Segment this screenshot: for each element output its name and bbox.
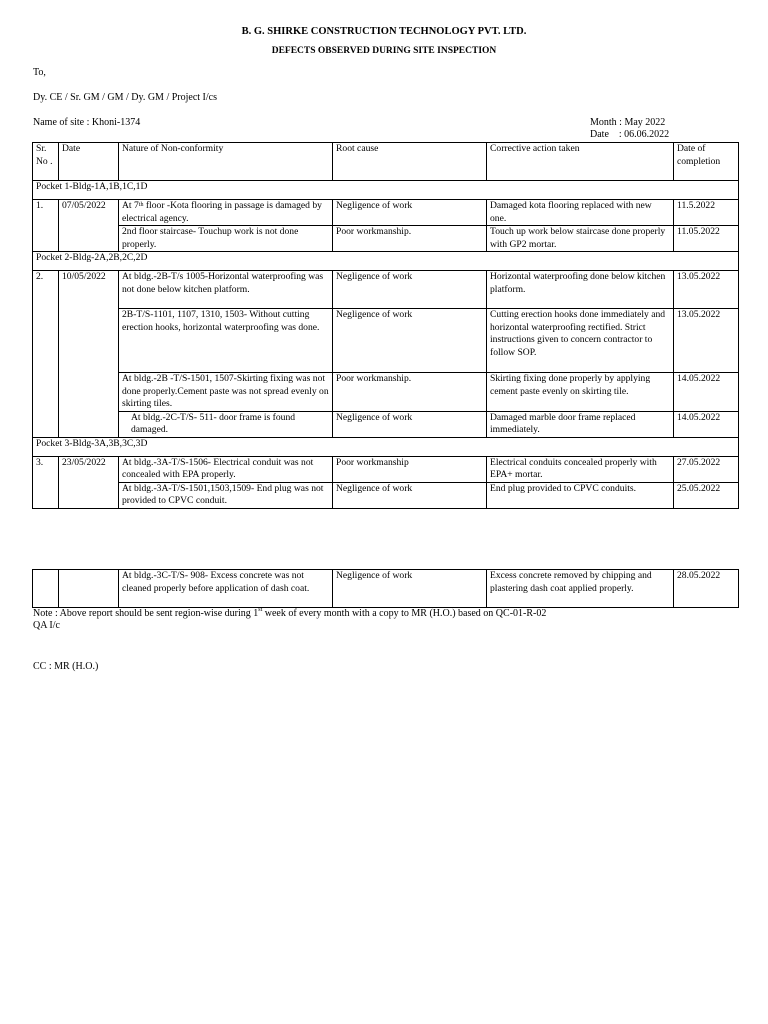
header-date: Date — [59, 143, 119, 181]
root-cause-cell: Negligence of work — [333, 271, 487, 309]
completion-cell: 14.05.2022 — [674, 411, 739, 437]
table-row — [33, 411, 739, 437]
root-cause-cell: Negligence of work — [333, 309, 487, 373]
action-cell: Excess concrete removed by chipping and plastering dash coat applied properly. — [487, 570, 674, 608]
completion-cell: 14.05.2022 — [674, 373, 739, 412]
nature-cell: At bldg.-2B -T/S-1501, 1507-Skirting fixing was not done properly.Cement paste was not spread evenly on skirting tiles. — [119, 373, 333, 412]
completion-cell: 13.05.2022 — [674, 309, 739, 373]
completion-cell: 11.05.2022 — [674, 226, 739, 252]
root-cause-cell: Negligence of work — [333, 411, 487, 437]
header-completion-date: Date of completion — [674, 143, 739, 181]
completion-cell: 27.05.2022 — [674, 456, 739, 482]
header-sr-no: Sr. No . — [33, 143, 59, 181]
report-date: Date : 06.06.2022 — [590, 129, 670, 140]
action-cell: Cutting erection hooks done immediately and horizontal waterproofing rectified. Strict instructions given to concern contractor to follow SOP. — [487, 309, 674, 373]
header-root-cause: Root cause — [333, 143, 487, 181]
inspection-date: 23/05/2022 — [59, 456, 119, 508]
report-subtitle: DEFECTS OBSERVED DURING SITE INSPECTION — [271, 46, 497, 56]
company-title: B. G. SHIRKE CONSTRUCTION TECHNOLOGY PVT. LTD. — [241, 26, 527, 37]
action-cell: Skirting fixing done properly by applying cement paste evenly on skirting tile. — [487, 373, 674, 412]
completion-cell: 13.05.2022 — [674, 271, 739, 309]
action-cell: End plug provided to CPVC conduits. — [487, 482, 674, 508]
action-cell: Damaged kota flooring replaced with new one. — [487, 200, 674, 226]
sr-no: 1. — [33, 200, 59, 252]
to-line: To, — [33, 67, 46, 78]
action-cell: Electrical conduits concealed properly with EPA+ mortar. — [487, 456, 674, 482]
root-cause-cell: Negligence of work — [333, 200, 487, 226]
inspection-date: 10/05/2022 — [59, 271, 119, 438]
site-label: Name of site : — [33, 117, 90, 128]
defects-table — [32, 142, 739, 509]
table-row — [33, 226, 739, 252]
table-row — [33, 309, 739, 373]
nature-cell: At bldg.-3A-T/S-1506- Electrical conduit was not concealed with EPA properly. — [119, 456, 333, 482]
nature-cell: 2B-T/S-1101, 1107, 1310, 1503- Without cutting erection hooks, horizontal waterproofing was done. — [119, 309, 333, 373]
action-cell: Touch up work below staircase done properly with GP2 mortar. — [487, 226, 674, 252]
table-header-row — [33, 143, 739, 181]
completion-cell: 28.05.2022 — [674, 570, 739, 608]
nature-cell: At bldg.-2C-T/S- 511- door frame is found damaged. — [119, 411, 333, 437]
report-note: Note : Above report should be sent region-wise during 1st week of every month with a copy to MR (H.O.) based on QC-01-R-02 — [33, 607, 547, 619]
table-row — [33, 271, 739, 309]
pocket-1-label: Pocket 1-Bldg-1A,1B,1C,1D — [33, 181, 739, 200]
nature-cell: At bldg.-3A-T/S-1501,1503,1509- End plug was not provided to CPVC conduit. — [119, 482, 333, 508]
header-nature: Nature of Non-conformity — [119, 143, 333, 181]
sr-no: 3. — [33, 456, 59, 508]
table-row — [33, 200, 739, 226]
pocket-3-label: Pocket 3-Bldg-3A,3B,3C,3D — [33, 437, 739, 456]
nature-cell: At bldg.-3C-T/S- 908- Excess concrete was not cleaned properly before application of dash coat. — [119, 570, 333, 608]
pocket-2-label: Pocket 2-Bldg-2A,2B,2C,2D — [33, 252, 739, 271]
action-cell: Horizontal waterproofing done below kitchen platform. — [487, 271, 674, 309]
site-value: Khoni-1374 — [91, 117, 141, 128]
completion-cell: 11.5.2022 — [674, 200, 739, 226]
nature-cell: At bldg.-2B-T/s 1005-Horizontal waterproofing was not done below kitchen platform. — [119, 271, 333, 309]
pocket-row — [33, 252, 739, 271]
defects-table-continued — [32, 569, 739, 608]
completion-cell: 25.05.2022 — [674, 482, 739, 508]
header-corrective-action: Corrective action taken — [487, 143, 674, 181]
root-cause-cell: Poor workmanship. — [333, 373, 487, 412]
pocket-row — [33, 437, 739, 456]
cc-line: CC : MR (H.O.) — [33, 661, 99, 672]
root-cause-cell: Poor workmanship — [333, 456, 487, 482]
table-row — [33, 373, 739, 412]
action-cell: Damaged marble door frame replaced immediately. — [487, 411, 674, 437]
nature-cell: 2nd floor staircase- Touchup work is not done properly. — [119, 226, 333, 252]
site-name — [33, 117, 140, 129]
inspection-date — [59, 570, 119, 608]
root-cause-cell: Negligence of work — [333, 570, 487, 608]
root-cause-cell: Negligence of work — [333, 482, 487, 508]
sr-no: 2. — [33, 271, 59, 438]
root-cause-cell: Poor workmanship. — [333, 226, 487, 252]
pocket-row — [33, 181, 739, 200]
inspection-date: 07/05/2022 — [59, 200, 119, 252]
table-row — [33, 570, 739, 608]
nature-cell: At 7th floor -Kota flooring in passage is damaged by electrical agency. — [119, 200, 333, 226]
sr-no — [33, 570, 59, 608]
qa-signature-label: QA I/c — [33, 620, 60, 631]
report-month: Month : May 2022 — [590, 117, 666, 128]
recipients-line: Dy. CE / Sr. GM / GM / Dy. GM / Project I/cs — [33, 92, 217, 103]
table-row — [33, 456, 739, 482]
table-row — [33, 482, 739, 508]
